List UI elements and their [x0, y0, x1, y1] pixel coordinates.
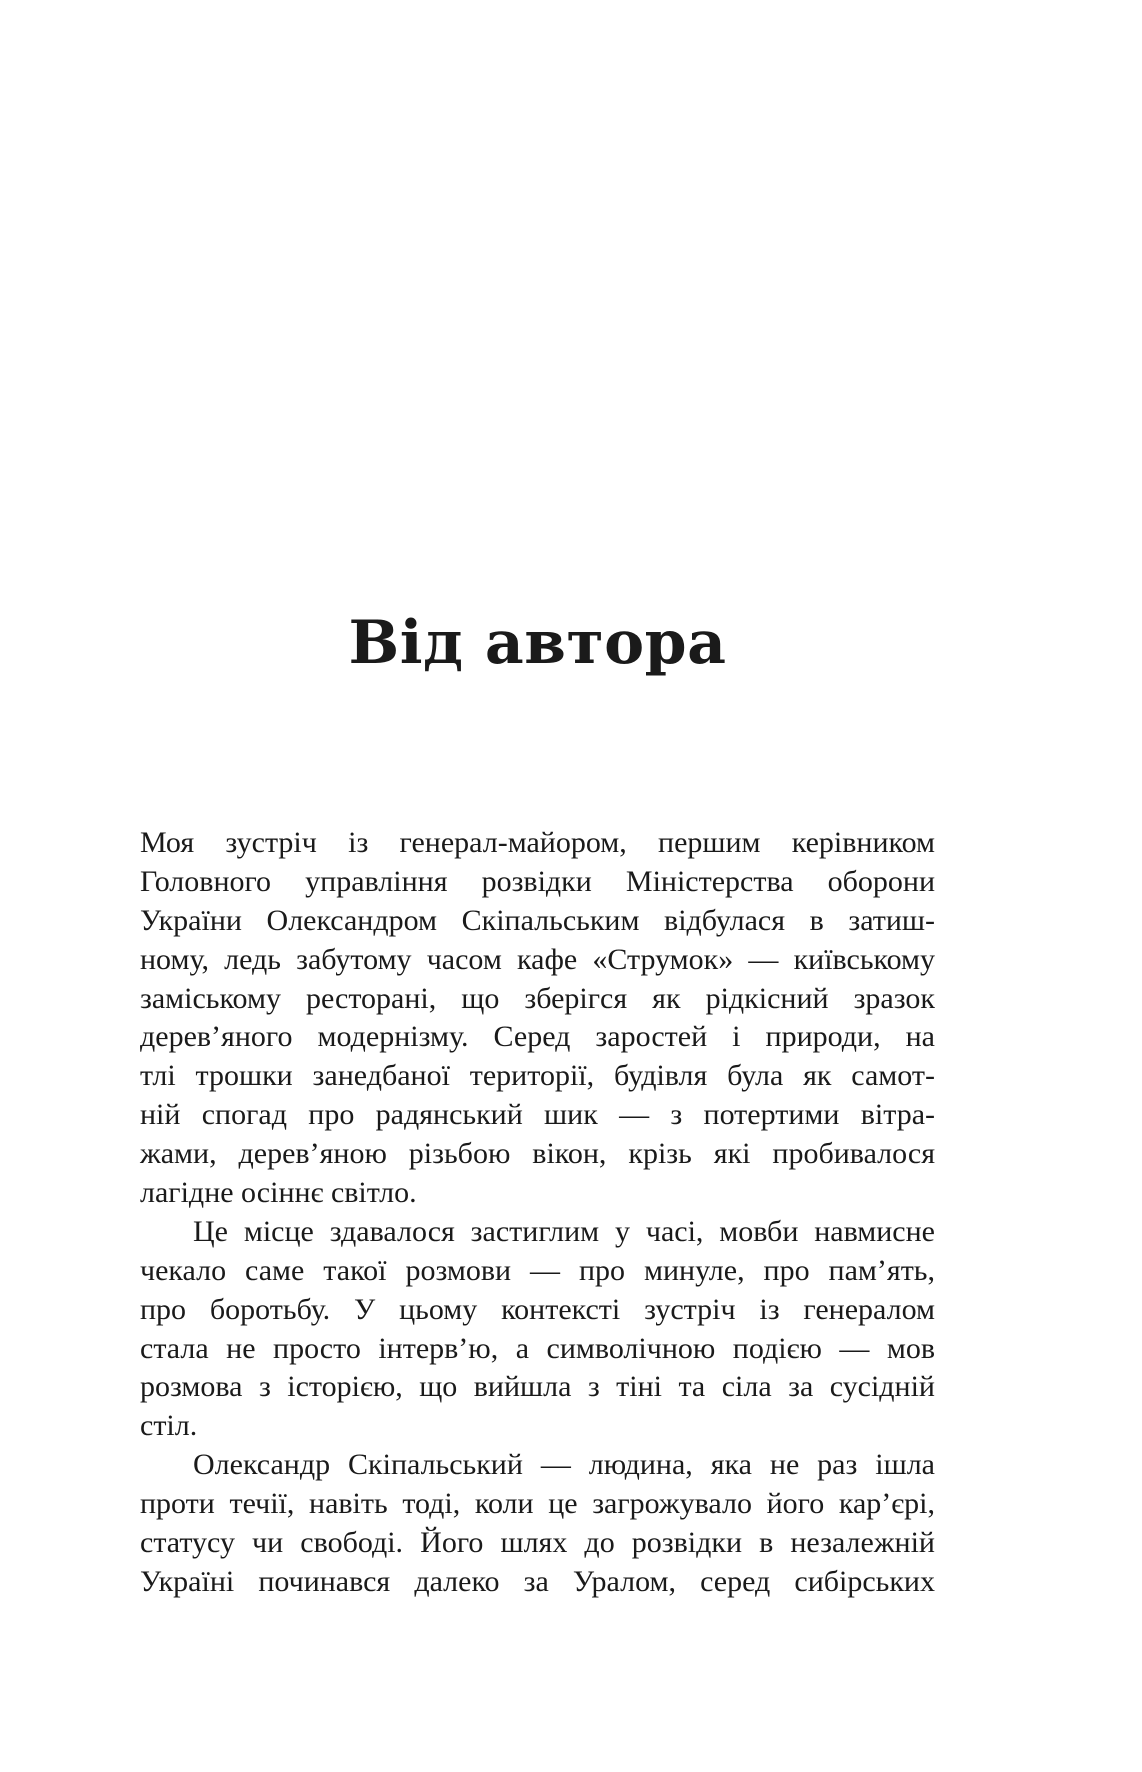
text-line: дерев’яного модернізму. Серед заростей і природи, на [140, 1020, 935, 1054]
text-line: Це місце здавалося застиглим у часі, мовби навмисне [193, 1214, 935, 1248]
chapter-title: Від автора [348, 608, 727, 679]
text-line: стіл. [140, 1409, 198, 1443]
text-line: Україні починався далеко за Уралом, серед сибірських [140, 1564, 935, 1598]
text-line: про боротьбу. У цьому контексті зустріч із генералом [140, 1292, 935, 1326]
text-line: статусу чи свободі. Його шлях до розвідки в незалежній [140, 1526, 935, 1560]
text-line: заміському ресторані, що зберігся як рідкісний зразок [140, 981, 935, 1015]
text-line: Головного управління розвідки Міністерства оборони [140, 864, 935, 898]
text-line: Моя зустріч із генерал-майором, першим керівником [140, 826, 935, 859]
text-line: лагідне осіннє світло. [140, 1176, 417, 1210]
text-line: тлі трошки занедбаної території, будівля була як самот- [140, 1059, 935, 1093]
text-line: ній спогад про радянський шик — з потертими вітра- [140, 1098, 935, 1132]
text-line: стала не просто інтерв’ю, а символічною подією — мов [140, 1331, 935, 1365]
text-line: чекало саме такої розмови — про минуле, про пам’ять, [140, 1253, 935, 1287]
text-line: ному, ледь забутому часом кафе «Струмок» — київському [140, 942, 935, 976]
text-line: жами, дерев’яною різьбою вікон, крізь які пробивалося [140, 1137, 935, 1171]
text-line: проти течії, навіть тоді, коли це загрожувало його кар’єрі, [140, 1487, 935, 1521]
text-line: Олександр Скіпальський — людина, яка не раз ішла [193, 1448, 935, 1482]
text-line: України Олександром Скіпальським відбулася в затиш- [140, 903, 935, 937]
text-line: розмова з історією, що вийшла з тіні та сіла за сусідній [140, 1370, 935, 1404]
body-text [140, 824, 935, 1602]
